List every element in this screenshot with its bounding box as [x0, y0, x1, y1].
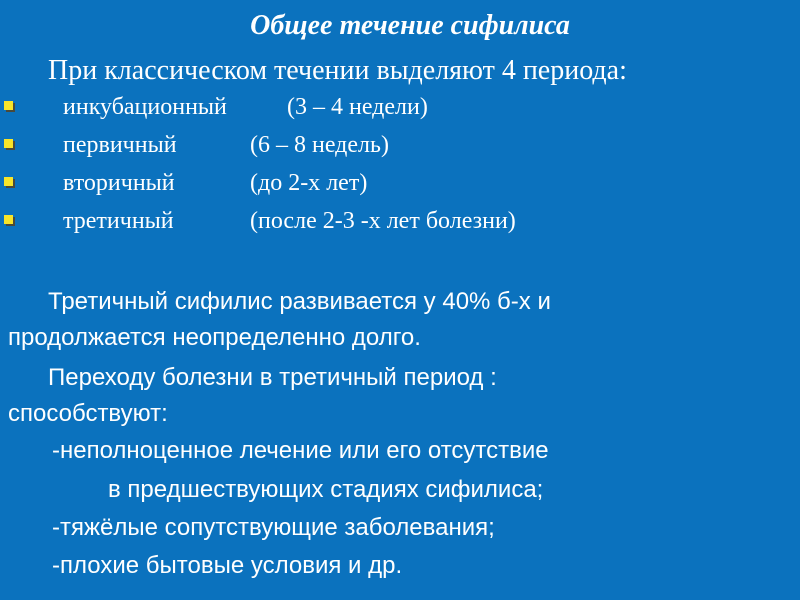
factor-2: -тяжёлые сопутствующие заболевания; [52, 514, 495, 541]
body-line-2: продолжается неопределенно долго. [8, 324, 421, 351]
period-duration: (до 2-х лет) [250, 170, 368, 196]
factor-1-line-2: в предшествующих стадиях сифилиса; [108, 476, 544, 503]
period-duration: (3 – 4 недели) [287, 94, 428, 120]
square-bullet-icon [4, 101, 13, 110]
factor-1-line-1: -неполноценное лечение или его отсутствие [52, 437, 549, 464]
factor-3: -плохие бытовые условия и др. [52, 552, 403, 579]
intro-text: При классическом течении выделяют 4 периода: [48, 55, 627, 86]
period-name: третичный [63, 208, 174, 234]
slide-title: Общее течение сифилиса [250, 10, 570, 41]
period-name: инкубационный [63, 94, 227, 120]
body-line-1: Третичный сифилис развивается у 40% б-х и [48, 288, 551, 315]
period-duration: (после 2-3 -х лет болезни) [250, 208, 516, 234]
body-line-4: способствуют: [8, 400, 168, 427]
body-line-3: Переходу болезни в третичный период : [48, 364, 497, 391]
square-bullet-icon [4, 215, 13, 224]
square-bullet-icon [4, 139, 13, 148]
square-bullet-icon [4, 177, 13, 186]
period-name: вторичный [63, 170, 175, 196]
period-name: первичный [63, 132, 177, 158]
period-duration: (6 – 8 недель) [250, 132, 389, 158]
